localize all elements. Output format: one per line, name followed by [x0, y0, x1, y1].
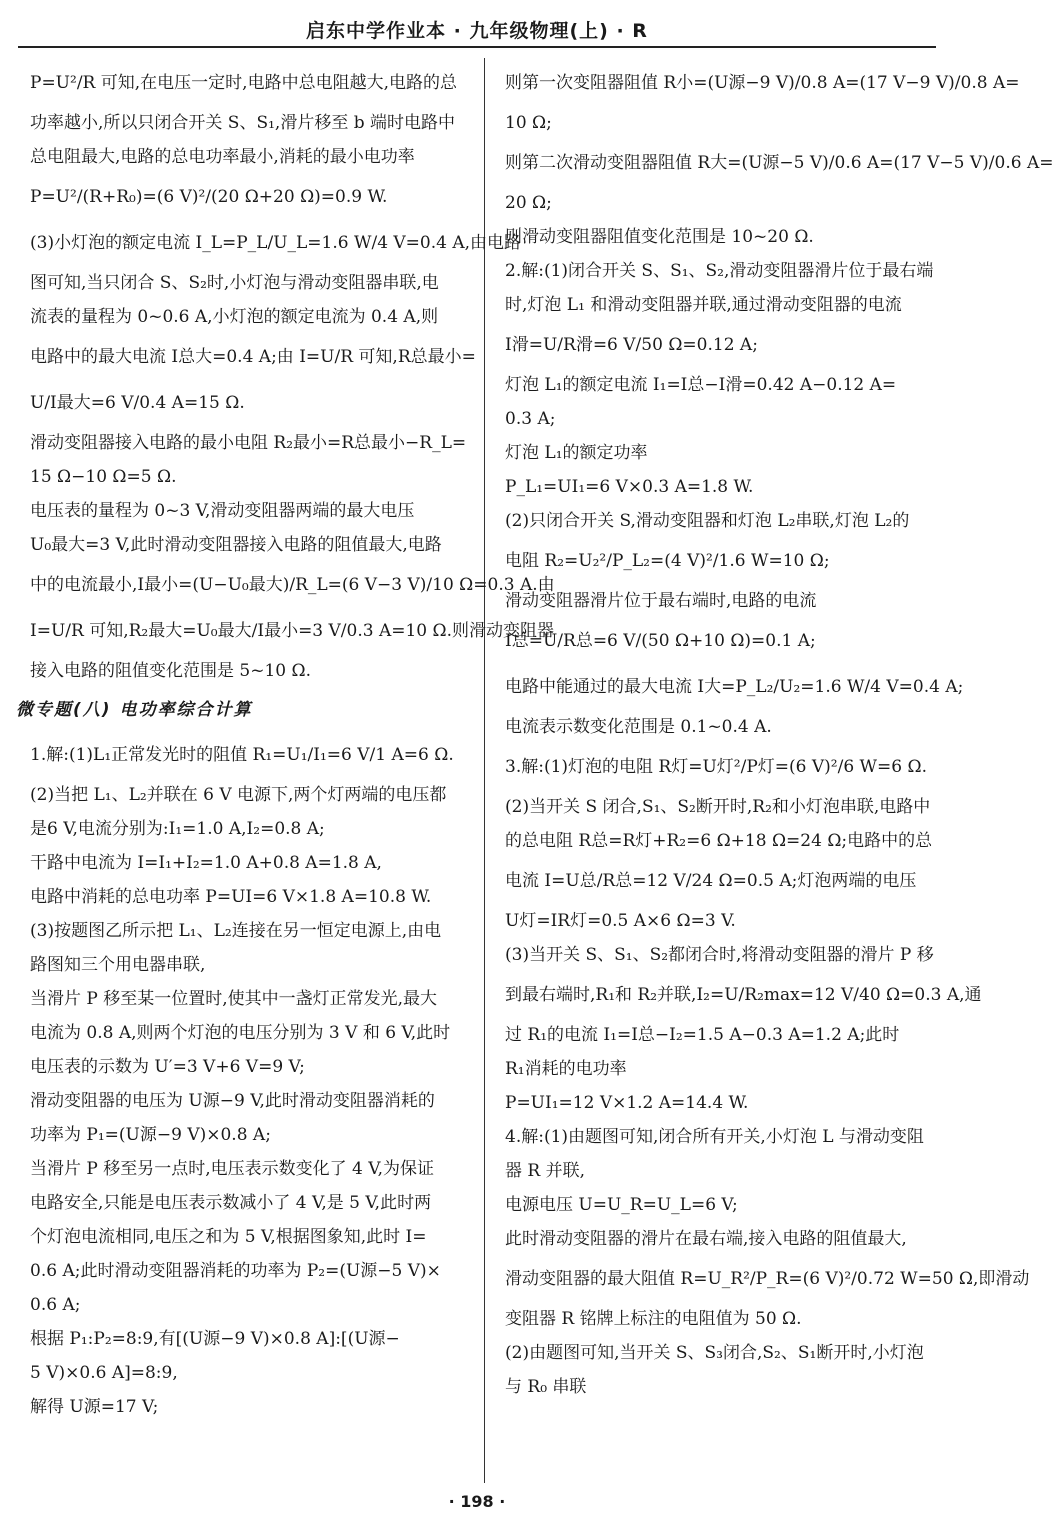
text-line: 2.解:(1)闭合开关 S、S₁、S₂,滑动变阻器滑片位于最右端 [505, 261, 934, 281]
text-line: 电路中的最大电流 I总大=0.4 A;由 I=U/R 可知,R总最小= [30, 347, 476, 367]
text-line: I=U/R 可知,R₂最大=U₀最大/I最小=3 V/0.3 A=10 Ω.则滑动变阻器 [30, 621, 555, 641]
text-line: U/I最大=6 V/0.4 A=15 Ω. [30, 393, 245, 413]
text-line: (2)当开关 S 闭合,S₁、S₂断开时,R₂和小灯泡串联,电路中 [505, 797, 931, 817]
text-line: 20 Ω; [505, 193, 552, 213]
text-line: 电压表的示数为 U′=3 V+6 V=9 V; [30, 1057, 305, 1077]
header-rule [18, 46, 936, 48]
text-line: 是6 V,电流分别为:I₁=1.0 A,I₂=0.8 A; [30, 819, 325, 839]
text-line: 灯泡 L₁的额定电流 I₁=I总−I滑=0.42 A−0.12 A= [505, 375, 897, 395]
text-line: 此时滑动变阻器的滑片在最右端,接入电路的阻值最大, [505, 1229, 907, 1249]
text-line: 电流表示数变化范围是 0.1~0.4 A. [505, 717, 772, 737]
header-title: 启东中学作业本 · 九年级物理(上) · R [306, 20, 648, 42]
text-line: P=U²/R 可知,在电压一定时,电路中总电阻越大,电路的总 [30, 73, 457, 93]
text-line: 到最右端时,R₁和 R₂并联,I₂=U/R₂max=12 V/40 Ω=0.3 A,通 [505, 985, 982, 1005]
text-line: P=UI₁=12 V×1.2 A=14.4 W. [505, 1093, 749, 1113]
text-line: 接入电路的阻值变化范围是 5~10 Ω. [30, 661, 311, 681]
section-heading: 微专题(八) 电功率综合计算 [16, 700, 253, 720]
text-line: 功率越小,所以只闭合开关 S、S₁,滑片移至 b 端时电路中 [30, 113, 456, 133]
text-line: 电压表的量程为 0~3 V,滑动变阻器两端的最大电压 [30, 501, 415, 521]
text-line: 滑动变阻器接入电路的最小电阻 R₂最小=R总最小−R_L= [30, 433, 467, 453]
watermark-logo [908, 1454, 922, 1494]
text-line: R₁消耗的电功率 [505, 1059, 627, 1079]
text-line: 滑动变阻器的电压为 U源−9 V,此时滑动变阻器消耗的 [30, 1091, 435, 1111]
text-line: I滑=U/R滑=6 V/50 Ω=0.12 A; [505, 335, 758, 355]
page-header [0, 0, 954, 48]
text-line: (2)只闭合开关 S,滑动变阻器和灯泡 L₂串联,灯泡 L₂的 [505, 511, 910, 531]
text-line: (2)当把 L₁、L₂并联在 6 V 电源下,两个灯两端的电压都 [30, 785, 447, 805]
text-line: (2)由题图可知,当开关 S、S₃闭合,S₂、S₁断开时,小灯泡 [505, 1343, 924, 1363]
watermark-text [921, 1498, 932, 1528]
text-line: 则第一次变阻器阻值 R小=(U源−9 V)/0.8 A=(17 V−9 V)/0.8 A= [505, 73, 1020, 93]
text-line: 变阻器 R 铭牌上标注的电阻值为 50 Ω. [505, 1309, 802, 1329]
right-column [505, 60, 1053, 1404]
text-line: 干路中电流为 I=I₁+I₂=1.0 A+0.8 A=1.8 A, [30, 853, 382, 873]
text-line: P_L₁=UI₁=6 V×0.3 A=1.8 W. [505, 477, 754, 497]
text-line: 图可知,当只闭合 S、S₂时,小灯泡与滑动变阻器串联,电 [30, 273, 439, 293]
text-line: 总电阻最大,电路的总电功率最小,消耗的最小电功率 [30, 147, 415, 167]
text-line: 流表的量程为 0~0.6 A,小灯泡的额定电流为 0.4 A,则 [30, 307, 439, 327]
watermark [732, 1454, 932, 1528]
text-line: 电源电压 U=U_R=U_L=6 V; [505, 1195, 738, 1215]
text-line: 电路中能通过的最大电流 I大=P_L₂/U₂=1.6 W/4 V=0.4 A; [505, 677, 964, 697]
text-line: 当滑片 P 移至另一点时,电压表示数变化了 4 V,为保证 [30, 1159, 434, 1179]
text-line: 功率为 P₁=(U源−9 V)×0.8 A; [30, 1125, 271, 1145]
text-line: I总=U/R总=6 V/(50 Ω+10 Ω)=0.1 A; [505, 631, 816, 651]
text-line: 电流为 0.8 A,则两个灯泡的电压分别为 3 V 和 6 V,此时 [30, 1023, 451, 1043]
text-line: 当滑片 P 移至某一位置时,使其中一盏灯正常发光,最大 [30, 989, 438, 1009]
text-line: (3)按题图乙所示把 L₁、L₂连接在另一恒定电源上,由电 [30, 921, 442, 941]
text-line: U灯=IR灯=0.5 A×6 Ω=3 V. [505, 911, 736, 931]
text-line: U₀最大=3 V,此时滑动变阻器接入电路的阻值最大,电路 [30, 535, 442, 555]
text-line: 3.解:(1)灯泡的电阻 R灯=U灯²/P灯=(6 V)²/6 W=6 Ω. [505, 757, 927, 777]
text-line: 中的电流最小,I最小=(U−U₀最大)/R_L=(6 V−3 V)/10 Ω=0.3 A.由 [30, 575, 555, 595]
text-line: 过 R₁的电流 I₁=I总−I₂=1.5 A−0.3 A=1.2 A;此时 [505, 1025, 900, 1045]
text-line: 路图知三个用电器串联, [30, 955, 206, 975]
text-line: 0.6 A;此时滑动变阻器消耗的功率为 P₂=(U源−5 V)× [30, 1261, 441, 1281]
text-line: 的总电阻 R总=R灯+R₂=6 Ω+18 Ω=24 Ω;电路中的总 [505, 831, 933, 851]
text-line: P=U²/(R+R₀)=(6 V)²/(20 Ω+20 Ω)=0.9 W. [30, 187, 388, 207]
text-line: 0.3 A; [505, 409, 556, 429]
text-line: 滑动变阻器滑片位于最右端时,电路的电流 [505, 591, 817, 611]
text-line: 15 Ω−10 Ω=5 Ω. [30, 467, 177, 487]
page-number: · 198 · [448, 1492, 506, 1511]
text-line: 则滑动变阻器阻值变化范围是 10~20 Ω. [505, 227, 814, 247]
text-line: 灯泡 L₁的额定功率 [505, 443, 648, 463]
column-divider [484, 58, 485, 1483]
text-line: 电路中消耗的总电功率 P=UI=6 V×1.8 A=10.8 W. [30, 887, 432, 907]
text-line: 4.解:(1)由题图可知,闭合所有开关,小灯泡 L 与滑动变阻 [505, 1127, 924, 1147]
text-line: 根据 P₁:P₂=8:9,有[(U源−9 V)×0.8 A]:[(U源− [30, 1329, 400, 1349]
text-line: 时,灯泡 L₁ 和滑动变阻器并联,通过滑动变阻器的电流 [505, 295, 902, 315]
text-line: 与 R₀ 串联 [505, 1377, 587, 1397]
text-line: (3)小灯泡的额定电流 I_L=P_L/U_L=1.6 W/4 V=0.4 A,由电路 [30, 233, 522, 253]
text-line: 0.6 A; [30, 1295, 81, 1315]
text-line: 则第二次滑动变阻器阻值 R大=(U源−5 V)/0.6 A=(17 V−5 V)/0.6 A= [505, 153, 1053, 173]
text-line: 电流 I=U总/R总=12 V/24 Ω=0.5 A;灯泡两端的电压 [505, 871, 917, 891]
text-line: 个灯泡电流相同,电压之和为 5 V,根据图象知,此时 I= [30, 1227, 427, 1247]
text-line: 器 R 并联, [505, 1161, 586, 1181]
text-line: 电阻 R₂=U₂²/P_L₂=(4 V)²/1.6 W=10 Ω; [505, 551, 830, 571]
text-line: 解得 U源=17 V; [30, 1397, 159, 1417]
text-line: 滑动变阻器的最大阻值 R=U_R²/P_R=(6 V)²/0.72 W=50 Ω,即滑动 [505, 1269, 1030, 1289]
text-line: 10 Ω; [505, 113, 552, 133]
text-line: 电路安全,只能是电压表示数减小了 4 V,是 5 V,此时两 [30, 1193, 432, 1213]
text-line: 1.解:(1)L₁正常发光时的阻值 R₁=U₁/I₁=6 V/1 A=6 Ω. [30, 745, 454, 765]
text-line: (3)当开关 S、S₁、S₂都闭合时,将滑动变阻器的滑片 P 移 [505, 945, 934, 965]
text-line: 5 V)×0.6 A]=8:9, [30, 1363, 178, 1383]
